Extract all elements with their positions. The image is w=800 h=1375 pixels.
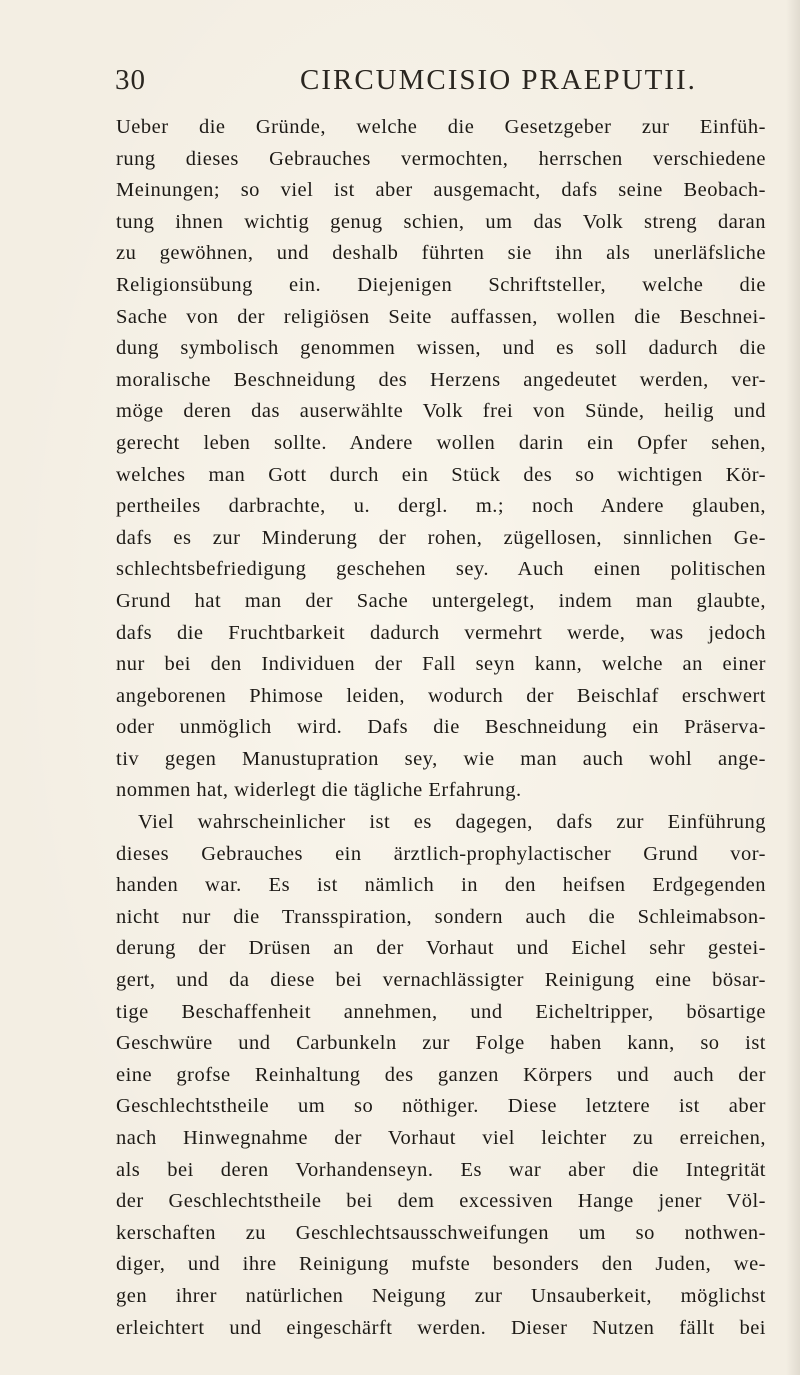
text-line: dung symbolisch genommen wissen, und es soll dadurch die: [116, 337, 766, 360]
text-line: dieses Gebrauches ein ärztlich-prophylactischer Grund vor-: [116, 842, 766, 865]
text-line: möge deren das auserwählte Volk frei von Sünde, heilig und: [116, 400, 766, 423]
text-line: rung dieses Gebrauches vermochten, herrschen verschiedene: [116, 147, 766, 170]
text-line: handen war. Es ist nämlich in den heifsen Erdgegenden: [116, 874, 766, 897]
text-line: nach Hinwegnahme der Vorhaut viel leichter zu erreichen,: [116, 1127, 766, 1149]
text-line: dafs die Fruchtbarkeit dadurch vermehrt werde, was jedoch: [116, 621, 766, 644]
text-line: Ueber die Gründe, welche die Gesetzgeber zur Einfüh-: [116, 116, 766, 138]
text-line: diger, und ihre Reinigung mufste besonders den Juden, we-: [116, 1253, 766, 1276]
text-line: gerecht leben sollte. Andere wollen darin ein Opfer sehen,: [116, 431, 766, 454]
text-line: oder unmöglich wird. Dafs die Beschneidung ein Präserva-: [116, 716, 766, 739]
text-line: angeborenen Phimose leiden, wodurch der Beischlaf erschwert: [116, 684, 766, 707]
text-line: Meinungen; so viel ist aber ausgemacht, dafs seine Beobach-: [116, 179, 766, 202]
text-line: Grund hat man der Sache untergelegt, indem man glaubte,: [116, 589, 766, 612]
text-line: pertheiles darbrachte, u. dergl. m.; noch Andere glauben,: [116, 495, 766, 518]
text-line: schlechtsbefriedigung geschehen sey. Auch einen politischen: [116, 558, 766, 581]
page-edge-shadow: [786, 0, 800, 1375]
text-line: dafs es zur Minderung der rohen, zügellosen, sinnlichen Ge-: [116, 526, 766, 549]
running-head: CIRCUMCISIO PRAEPUTII.: [300, 64, 697, 96]
text-line: welches man Gott durch ein Stück des so wichtigen Kör-: [116, 463, 766, 486]
text-line: nicht nur die Transspiration, sondern auch die Schleimabson-: [116, 905, 766, 928]
text-line: derung der Drüsen an der Vorhaut und Eichel sehr gestei-: [116, 937, 766, 960]
page-number: 30: [115, 64, 146, 96]
page-header: [0, 64, 800, 104]
text-line: tiv gegen Manustupration sey, wie man auch wohl ange-: [116, 747, 766, 770]
text-line: nur bei den Individuen der Fall seyn kann, welche an einer: [116, 653, 766, 676]
text-line: Geschlechtstheile um so nöthiger. Diese letztere ist aber: [116, 1095, 766, 1118]
text-line: moralische Beschneidung des Herzens angedeutet werden, ver-: [116, 368, 766, 391]
text-line: gert, und da diese bei vernachlässigter Reinigung eine bösar-: [116, 969, 766, 992]
text-line: kerschaften zu Geschlechtsausschweifungen um so nothwen-: [116, 1221, 766, 1244]
text-line: tige Beschaffenheit annehmen, und Eicheltripper, bösartige: [116, 1000, 766, 1023]
text-line-paragraph-start: Viel wahrscheinlicher ist es dagegen, dafs zur Einführung: [138, 811, 766, 834]
body-text: [116, 112, 766, 1344]
text-line-paragraph-end: nommen hat, widerlegt die tägliche Erfahrung.: [116, 779, 522, 802]
text-line: Sache von der religiösen Seite auffassen, wollen die Beschnei-: [116, 305, 766, 328]
text-line: tung ihnen wichtig genug schien, um das Volk streng daran: [116, 210, 766, 233]
text-line: eine grofse Reinhaltung des ganzen Körpers und auch der: [116, 1063, 766, 1086]
text-line: erleichtert und eingeschärft werden. Dieser Nutzen fällt bei: [116, 1316, 766, 1339]
text-line: zu gewöhnen, und deshalb führten sie ihn als unerläfsliche: [116, 242, 766, 265]
text-line: Religionsübung ein. Diejenigen Schriftsteller, welche die: [116, 273, 766, 296]
text-line: der Geschlechtstheile bei dem excessiven Hange jener Völ-: [116, 1190, 766, 1213]
text-line: als bei deren Vorhandenseyn. Es war aber die Integrität: [116, 1158, 766, 1181]
text-line: gen ihrer natürlichen Neigung zur Unsauberkeit, möglichst: [116, 1284, 766, 1307]
text-line: Geschwüre und Carbunkeln zur Folge haben kann, so ist: [116, 1032, 766, 1055]
